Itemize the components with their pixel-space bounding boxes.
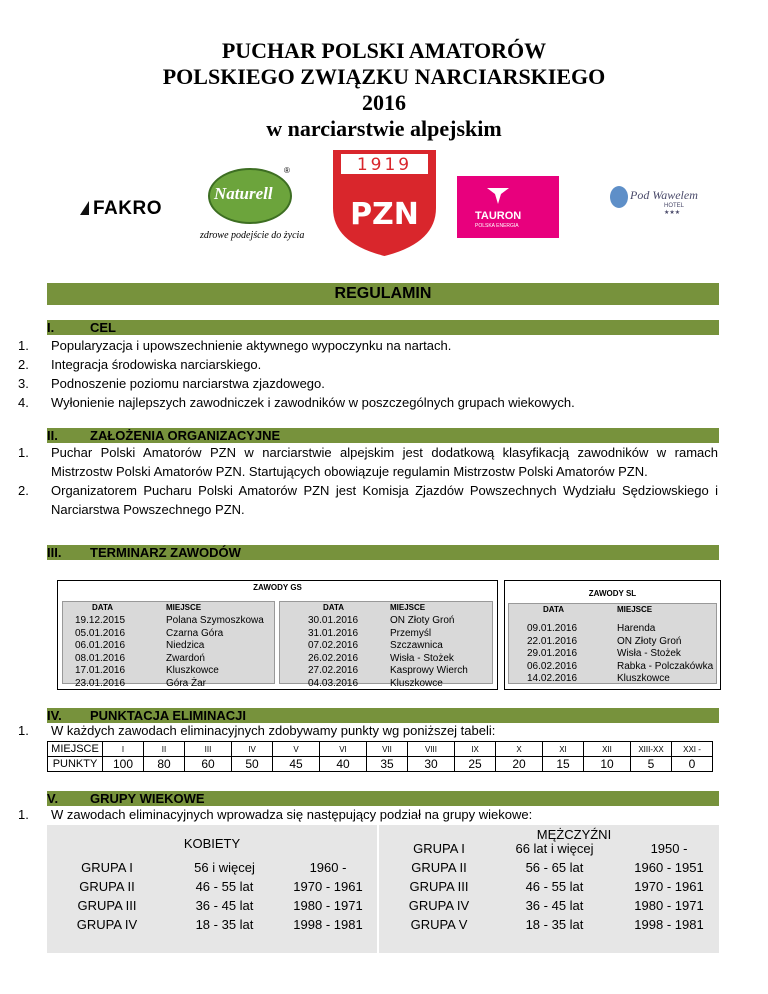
- pzn-year: 1919: [356, 155, 413, 175]
- kobiety-groups: GRUPA I GRUPA II GRUPA III GRUPA IV: [76, 860, 138, 932]
- pzn-shield-logo: [331, 148, 438, 258]
- cel-list: [18, 336, 718, 412]
- list-item: 1. Popularyzacja i upowszechnienie aktywnego wypoczynku na nartach.: [18, 338, 452, 353]
- points-table: [47, 741, 713, 772]
- sl-dates: 09.01.2016 22.01.2016 29.01.2016 06.02.2016 14.02.2016: [527, 623, 578, 684]
- list-item: 4. Wyłonienie najlepszych zawodniczek i zawodników w poszczególnych grupach wiekowych.: [18, 395, 575, 410]
- tauron-mark-icon: [487, 184, 509, 206]
- sl-caption: ZAWODY SL: [588, 589, 637, 598]
- gs-places-1: Polana Szymoszkowa Czarna Góra Niedzica Zwardoń Kluszkowce Góra Żar: [166, 615, 264, 689]
- list-item: 2. Integracja środowiska narciarskiego.: [18, 357, 262, 372]
- regulamin-heading: REGULAMIN: [47, 283, 719, 305]
- section-heading-terminarz: III. TERMINARZ ZAWODÓW: [47, 545, 719, 560]
- document-title: [0, 38, 768, 142]
- mezczyzni-title: MĘŻCZYŹNI: [536, 827, 612, 842]
- kobiety-ages: 56 i więcej 46 - 55 lat 36 - 45 lat 18 - 35 lat: [194, 860, 255, 932]
- mezczyzni-groups: GRUPA I GRUPA II GRUPA III GRUPA IV GRUPA V: [408, 841, 470, 932]
- mezczyzni-block: [379, 825, 719, 953]
- naturell-logo: Naturell ® zdrowe podejście do życia: [200, 166, 305, 241]
- kobiety-block: [47, 825, 377, 953]
- gs-caption: ZAWODY GS: [253, 583, 302, 592]
- section-heading-cel: I. CEL: [47, 320, 719, 335]
- list-item: 3. Podnoszenie poziomu narciarstwa zjazdowego.: [18, 376, 325, 391]
- pzn-letters: PZN: [350, 197, 419, 232]
- section-heading-punktacja: IV. PUNKTACJA ELIMINACJI: [47, 708, 719, 723]
- table-row: MIEJSCE I II III IV V VI VII VIII IX X XI XII XIII-XX XXI -: [48, 742, 713, 757]
- sl-schedule-table: ZAWODY SL DATA MIEJSCE 09.01.2016 22.01.2016 29.01.2016 06.02.2016 14.02.2016 Harenda ON Złoty Groń Wisła - Stożek Rabka - Polczakówka Kluszkowce: [504, 580, 721, 690]
- list-item: 1. Puchar Polski Amatorów PZN w narciarstwie alpejskim jest dodatkową klasyfikacją zawodników w ramach Mistrzostw Polski Amatorów PZN. Startujących obowiązuje regulamin Mistrzostw Polski Amatorów PZN.: [18, 445, 718, 479]
- title-line-1: PUCHAR POLSKI AMATORÓW: [221, 38, 547, 63]
- tauron-logo: TAURON POLSKA ENERGIA: [457, 176, 559, 238]
- mezczyzni-years: 1950 - 1960 - 1951 1970 - 1961 1980 - 1971 1998 - 1981: [634, 841, 704, 932]
- naturell-tagline: zdrowe podejście do życia: [200, 230, 305, 241]
- gs-places-2: ON Złoty Groń Przemyśl Szczawnica Wisła - Stożek Kasprowy Wierch Kluszkowce: [390, 615, 468, 689]
- title-line-4: w narciarstwie alpejskim: [266, 116, 502, 141]
- fakro-mark-icon: [80, 201, 89, 215]
- pod-wawelem-logo: Pod Wawelem HOTEL ★★★: [600, 176, 700, 226]
- fakro-logo: FAKRO: [80, 198, 162, 220]
- gs-dates-2: 30.01.2016 31.01.2016 07.02.2016 26.02.2016 27.02.2016 04.03.2016: [308, 615, 359, 689]
- title-line-2: POLSKIEGO ZWIĄZKU NARCIARSKIEGO: [162, 64, 606, 89]
- punktacja-text: 1. W każdych zawodach eliminacyjnych zdobywamy punkty wg poniższej tabeli:: [18, 723, 496, 738]
- zalozenia-list: [18, 443, 718, 519]
- sponsor-logos: [0, 148, 768, 258]
- grupy-text: 1. W zawodach eliminacyjnych wprowadza się następujący podział na grupy wiekowe:: [18, 807, 533, 822]
- mezczyzni-ages: 66 lat i więcej 56 - 65 lat 46 - 55 lat 36 - 45 lat 18 - 35 lat: [515, 841, 594, 932]
- gs-dates-1: 19.12.2015 05.01.2016 06.01.2016 08.01.2016 17.01.2016 23.01.2016: [75, 615, 126, 689]
- section-heading-zalozenia: II. ZAŁOŻENIA ORGANIZACYJNE: [47, 428, 719, 443]
- list-item: 2. Organizatorem Pucharu Polski Amatorów PZN jest Komisja Zjazdów Powszechnych Wydziału Sędziowskiego i Narciarstwa Powszechnego PZN.: [18, 483, 718, 517]
- kobiety-years: 1960 - 1970 - 1961 1980 - 1971 1998 - 1981: [293, 860, 363, 932]
- section-heading-grupy: V. GRUPY WIEKOWE: [47, 791, 719, 806]
- peacock-icon: [610, 186, 628, 208]
- age-groups-table: [47, 825, 719, 953]
- table-row: PUNKTY 100 80 60 50 45 40 35 30 25 20 15 10 5 0: [48, 757, 713, 772]
- gs-schedule-table: ZAWODY GS DATA MIEJSCE DATA MIEJSCE 19.12.2015 05.01.2016 06.01.2016 08.01.2016 17.01.2016 23.01.2016 Polana Szymoszkowa Czarna Góra Niedzica Zwardoń Kluszkowce Góra Żar 30.01.2016 31.01.2016 07.02.2016 26.02.2016 27.02.2016 04.03.2016 ON Złoty Groń Przemyśl Szczawnica Wisła - Stożek Kasprowy Wierch Kluszkowce: [57, 580, 498, 690]
- sl-places: Harenda ON Złoty Groń Wisła - Stożek Rabka - Polczakówka Kluszkowce: [617, 623, 714, 684]
- kobiety-title: KOBIETY: [183, 836, 241, 851]
- title-line-3: 2016: [362, 90, 406, 115]
